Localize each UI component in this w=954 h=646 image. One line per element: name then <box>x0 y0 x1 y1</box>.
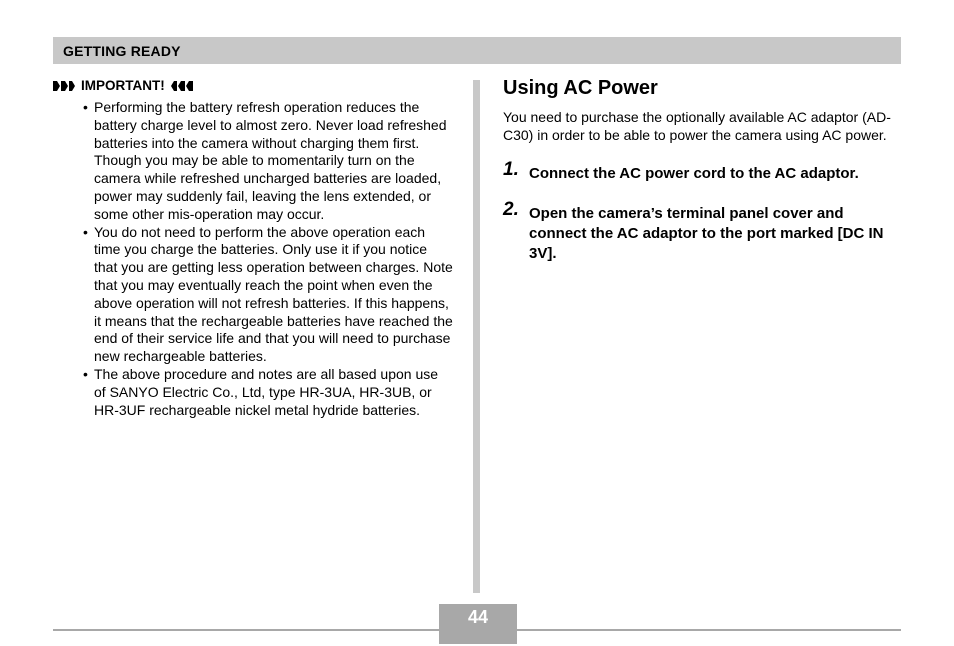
step-number: 1. <box>503 159 519 180</box>
section-header-bar <box>53 37 901 64</box>
important-notes <box>53 78 453 419</box>
important-heading <box>53 78 453 93</box>
step-item <box>503 199 903 264</box>
steps-list <box>503 159 903 264</box>
important-label: IMPORTANT! <box>81 78 165 93</box>
step-number: 2. <box>503 199 519 220</box>
bullet-item: • You do not need to perform the above operation each time you charge the batteries. Only use it if you notice that you are getting less operation between charges. Note that you may eventually reach the point when even the above operation will not refresh batteries. If this happens, it means that the rechargeable batteries have reached the end of their service life and that you will need to purchase new rechargeable batteries. <box>83 224 453 366</box>
step-text: Open the camera’s terminal panel cover and connect the AC adaptor to the port marked [DC IN 3V]. <box>529 205 884 262</box>
page-number <box>439 604 517 630</box>
section-header-title: GETTING READY <box>63 42 181 59</box>
step-text: Connect the AC power cord to the AC adaptor. <box>529 165 859 182</box>
important-bullet-list <box>53 99 453 419</box>
page-number-tab <box>439 631 517 644</box>
page-number-text: 44 <box>467 606 489 627</box>
bullet-item: • Performing the battery refresh operation reduces the battery charge level to almost zero. Never load refreshed batteries into the camera without charging them first. Though you may be able to momentarily turn on the camera while refreshed uncharged batteries are loaded, power may suddenly fail, leaving the lens extended, or some other mis-operation may occur. <box>83 99 453 224</box>
intro-paragraph: You need to purchase the optionally available AC adaptor (AD-C30) in order to be able to power the camera using AC power. <box>503 109 891 143</box>
page-title: Using AC Power <box>503 77 658 99</box>
triple-left-arrow-icon <box>171 80 193 92</box>
column-divider <box>473 80 480 593</box>
main-content <box>503 76 903 284</box>
step-item <box>503 159 903 184</box>
bullet-item: • The above procedure and notes are all based upon use of SANYO Electric Co., Ltd, type HR-3UA, HR-3UB, or HR-3UF rechargeable nickel metal hydride batteries. <box>83 366 453 419</box>
triple-right-arrow-icon <box>53 80 75 92</box>
